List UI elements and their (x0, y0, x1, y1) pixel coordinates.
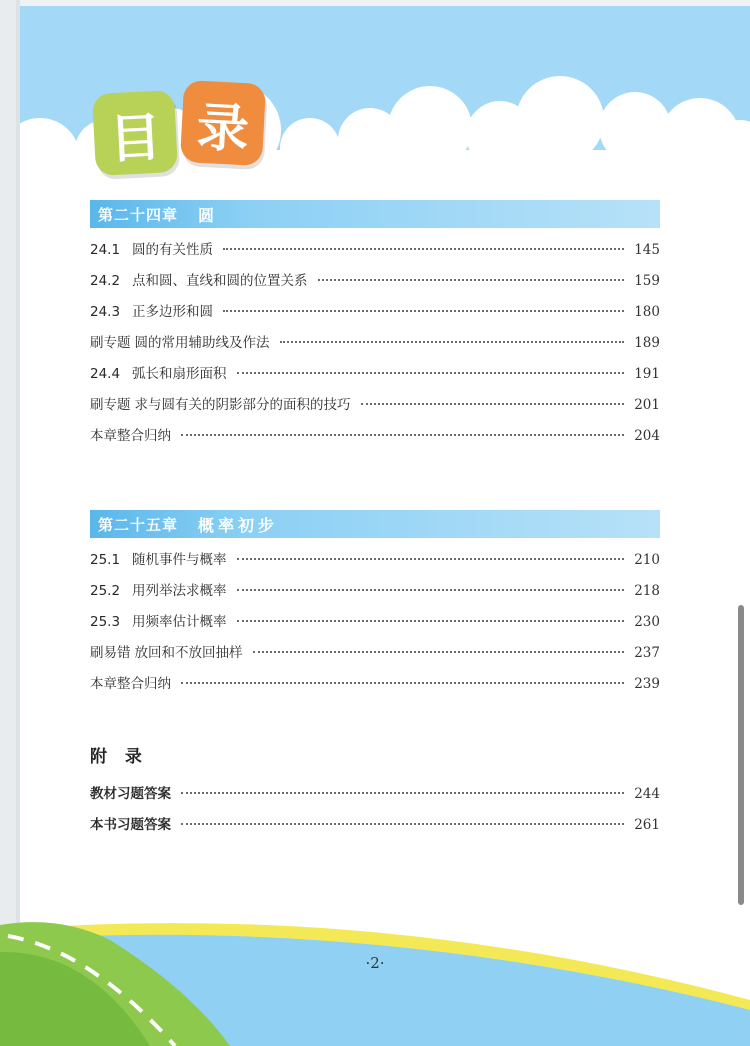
entry-page: 261 (634, 817, 660, 833)
entry-page: 218 (634, 583, 660, 599)
entry-page: 230 (634, 614, 660, 630)
entry-page: 145 (634, 242, 660, 258)
page-heading (94, 82, 274, 182)
leader-dots (253, 651, 625, 653)
chapter-24-section (90, 200, 660, 455)
left-page-edge (0, 0, 16, 1046)
entry-title: 用频率估计概率 (132, 614, 227, 630)
scrollbar[interactable] (738, 605, 744, 905)
leader-dots (237, 558, 625, 560)
entry-page: 237 (634, 645, 660, 661)
entry-page: 189 (634, 335, 660, 351)
leader-dots (181, 792, 624, 794)
entry-number: 25.2 (90, 583, 121, 599)
entry-page: 191 (634, 366, 660, 382)
toc-entry[interactable] (90, 393, 660, 424)
entry-page: 204 (634, 428, 660, 444)
toc-entry[interactable] (90, 362, 660, 393)
top-edge (0, 0, 750, 6)
entry-title: 圆的有关性质 (132, 242, 213, 258)
leader-dots (223, 310, 624, 312)
entry-title: 用列举法求概率 (132, 583, 227, 599)
entry-number: 24.2 (90, 273, 121, 289)
entry-title: 圆的常用辅助线及作法 (134, 335, 270, 351)
entry-page: 239 (634, 676, 660, 692)
entry-number: 25.3 (90, 614, 121, 630)
toc-entry[interactable] (90, 579, 660, 610)
entry-page: 210 (634, 552, 660, 568)
leader-dots (280, 341, 625, 343)
toc-entry[interactable] (90, 331, 660, 362)
appendix-entry[interactable] (90, 813, 660, 844)
entry-number: 25.1 (90, 552, 121, 568)
entry-title: 随机事件与概率 (132, 552, 227, 568)
entry-number: 刷专题 (90, 397, 131, 413)
toc-entry[interactable] (90, 672, 660, 703)
entry-title: 教材习题答案 (90, 786, 171, 802)
leader-dots (223, 248, 624, 250)
leader-dots (318, 279, 625, 281)
leader-dots (181, 823, 624, 825)
appendix-list (90, 782, 660, 844)
chapter-25-section (90, 510, 660, 703)
title-tile-mu: 目 (92, 90, 178, 176)
entry-number: 24.3 (90, 304, 121, 320)
entry-number: 刷专题 (90, 335, 131, 351)
entry-title: 本章整合归纳 (90, 428, 171, 444)
entry-number: 24.1 (90, 242, 121, 258)
entry-page: 180 (634, 304, 660, 320)
toc-entry[interactable] (90, 610, 660, 641)
entry-number: 24.4 (90, 366, 121, 382)
chapter-header (90, 510, 660, 538)
toc-entry[interactable] (90, 641, 660, 672)
entry-title: 点和圆、直线和圆的位置关系 (132, 273, 308, 289)
entry-title: 弧长和扇形面积 (132, 366, 227, 382)
chapter-title: 概率初步 (198, 515, 279, 535)
toc-entry[interactable] (90, 424, 660, 455)
entry-number: 刷易错 (90, 645, 131, 661)
entry-page: 201 (634, 397, 660, 413)
entry-title: 放回和不放回抽样 (134, 645, 243, 661)
leader-dots (181, 434, 624, 436)
title-tile-lu: 录 (180, 80, 266, 166)
appendix-title: 附 录 (90, 747, 148, 767)
chapter-header (90, 200, 660, 228)
entry-page: 159 (634, 273, 660, 289)
appendix-section (90, 742, 660, 844)
chapter-number: 第二十五章 (98, 515, 179, 534)
toc-entry[interactable] (90, 300, 660, 331)
entry-page: 244 (634, 786, 660, 802)
toc-list (90, 238, 660, 455)
leader-dots (237, 372, 625, 374)
chapter-title: 圆 (198, 205, 219, 225)
leader-dots (237, 589, 625, 591)
entry-title: 求与圆有关的阴影部分的面积的技巧 (134, 397, 351, 413)
toc-list (90, 548, 660, 703)
toc-entry[interactable] (90, 548, 660, 579)
entry-title: 正多边形和圆 (132, 304, 213, 320)
appendix-entry[interactable] (90, 782, 660, 813)
entry-title: 本章整合归纳 (90, 676, 171, 692)
leader-dots (237, 620, 625, 622)
page-number: ·2· (365, 954, 385, 972)
chapter-number: 第二十四章 (98, 205, 179, 224)
entry-title: 本书习题答案 (90, 817, 171, 833)
leader-dots (181, 682, 624, 684)
bottom-landscape (0, 922, 750, 1046)
toc-entry[interactable] (90, 238, 660, 269)
toc-entry[interactable] (90, 269, 660, 300)
leader-dots (361, 403, 625, 405)
